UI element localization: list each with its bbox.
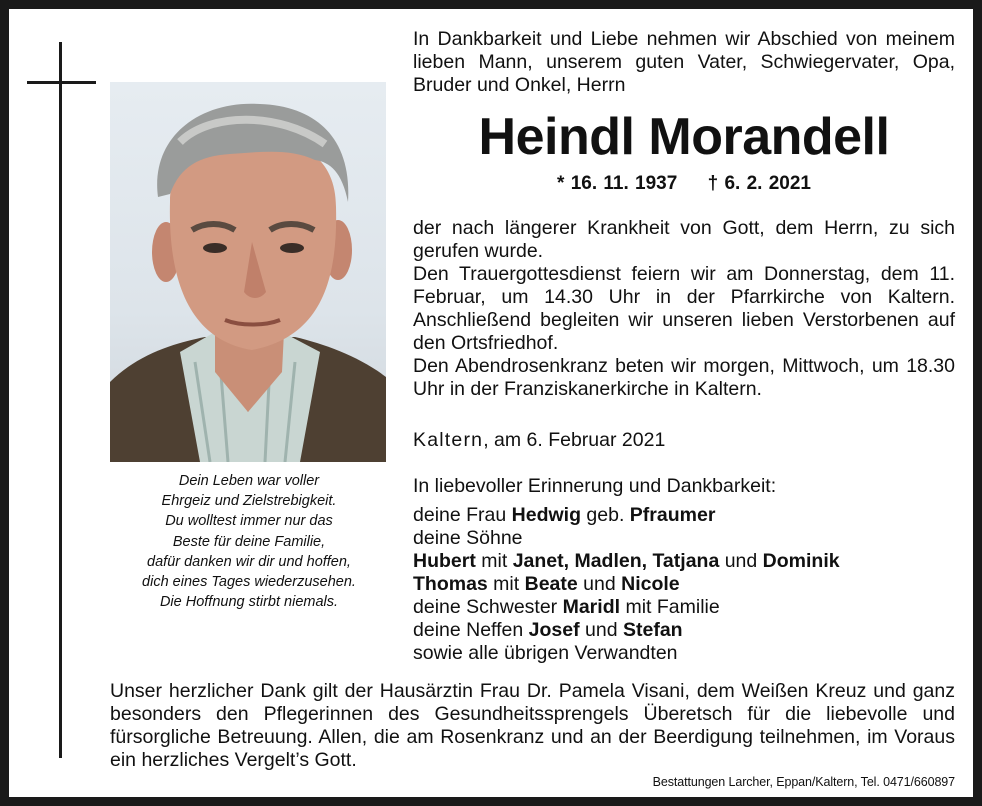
quote-line: dich eines Tages wiederzusehen.: [142, 574, 356, 591]
death-date: † 6. 2. 2021: [707, 173, 811, 194]
quote-line: Beste für deine Familie,: [172, 533, 326, 550]
quote-line: Die Hoffnung stirbt niemals.: [159, 594, 339, 611]
service-info: [413, 263, 955, 401]
quote-line: Ehrgeiz und Zielstrebigkeit.: [161, 493, 337, 510]
portrait-photo: [110, 82, 386, 462]
family-others: sowie alle übrigen Verwandten: [413, 642, 678, 664]
family-sons-label: deine Söhne: [413, 527, 523, 549]
family-heading: In liebevoller Erinnerung und Dankbarkeit:: [413, 475, 777, 497]
date: , am 6. Februar 2021: [483, 429, 666, 451]
place-date: [413, 429, 955, 452]
memorial-quote: [99, 471, 399, 612]
family-wife: deine Frau Hedwig geb. Pfraumer: [413, 504, 716, 526]
thanks-text: Unser herzlicher Dank gilt der Hausärztin Frau Dr. Pamela Visani, dem Weißen Kreuz und ganz besonders den Pflegerinnen des Gesundheitssprengels Überetsch für die liebevolle und fürsorgliche Betreuung. Allen, die am Rosenkranz und an der Beerdigung teilnehmen, im Voraus ein herzliches Vergelt’s Gott.: [110, 680, 955, 771]
birth-date: * 16. 11. 1937: [557, 173, 678, 194]
family-son-1: Hubert mit Janet, Madlen, Tatjana und Dominik: [413, 550, 840, 572]
quote-line: Dein Leben war voller: [178, 473, 320, 489]
quote-line: Du wolltest immer nur das: [165, 513, 333, 530]
cross-icon-bar: [27, 81, 96, 84]
place: Kaltern: [413, 429, 484, 451]
intro-text: In Dankbarkeit und Liebe nehmen wir Abschied von meinem lieben Mann, unserem guten Vater, Schwiegervater, Opa, Bruder und Onkel, Herrn: [413, 28, 955, 96]
life-dates: [413, 173, 955, 195]
quote-line: dafür danken wir dir und hoffen,: [147, 553, 351, 570]
deceased-name: Heindl Morandell: [478, 108, 890, 166]
family-nephews: deine Neffen Josef und Stefan: [413, 619, 683, 641]
called-text: der nach längerer Krankheit von Gott, dem Herrn, zu sich gerufen wurde.: [413, 217, 955, 262]
family-sister: deine Schwester Maridl mit Familie: [413, 596, 720, 618]
rosary-text: Den Abendrosenkranz beten wir morgen, Mittwoch, um 18.30 Uhr in der Franziskanerkirche in Kaltern.: [413, 355, 955, 400]
family-list: [413, 475, 955, 665]
family-son-2: Thomas mit Beate und Nicole: [413, 573, 680, 595]
obituary-notice: [9, 9, 973, 797]
funeral-service-text: Den Trauergottesdienst feiern wir am Donnerstag, dem 11. Februar, um 14.30 Uhr in der Pfarrkirche von Kaltern. Anschließend begleiten wir unseren lieben Verstorbenen auf den Ortsfriedhof.: [413, 263, 955, 354]
funeral-home-footer: Bestattungen Larcher, Eppan/Kaltern, Tel. 0471/660897: [652, 775, 955, 789]
cross-icon: [59, 42, 62, 758]
